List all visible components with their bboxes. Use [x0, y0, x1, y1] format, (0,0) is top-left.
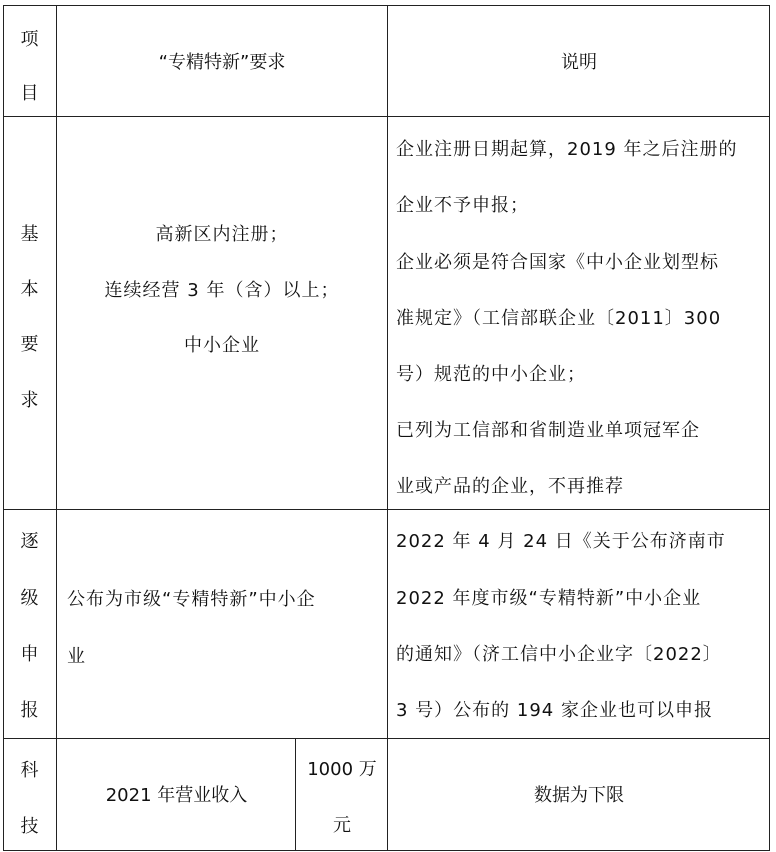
- header-col-item: [3, 5, 56, 116]
- explanation-line: 企业必须是符合国家《中小企业划型标: [396, 252, 719, 273]
- explanation-line: 企业不予申报；: [396, 195, 529, 216]
- row-label-char: 逐: [20, 531, 39, 552]
- requirement-line: 业: [67, 646, 85, 667]
- row-label-char: 本: [20, 279, 39, 300]
- explanation-lower-bound-label: 数据为下限: [534, 785, 624, 806]
- requirement-revenue-label: 2021 年营业收入: [105, 785, 248, 806]
- threshold-value: [296, 738, 388, 850]
- requirement-revenue: [57, 738, 296, 850]
- row-label-char: 基: [20, 224, 39, 245]
- explanation-line: 号）规范的中小企业；: [396, 364, 586, 385]
- requirement-line: 连续经营 3 年（含）以上；: [104, 280, 340, 301]
- row-label-char: 要: [20, 334, 39, 355]
- header-col-item-char: 目: [20, 83, 39, 104]
- col-divider: [387, 5, 388, 851]
- requirement-line: 中小企业: [184, 335, 260, 356]
- explanation-line: 已列为工信部和省制造业单项冠军企: [396, 420, 700, 441]
- header-col-item-char: 项: [20, 29, 39, 50]
- row-label-char: 科: [20, 760, 39, 781]
- explanation-line: 2022 年度市级“专精特新”中小企业: [396, 588, 702, 609]
- row-label-char: 求: [20, 390, 39, 411]
- header-col-explanation: [388, 5, 770, 116]
- requirement-line: 高新区内注册；: [155, 224, 289, 245]
- threshold-line: 元: [333, 815, 351, 836]
- threshold-line: 1000 万: [307, 759, 377, 780]
- header-col-requirement: [57, 5, 387, 116]
- explanation-line: 2022 年 4 月 24 日《关于公布济南市: [396, 531, 726, 552]
- col-divider: [56, 5, 57, 851]
- explanation-line: 业或产品的企业，不再推荐: [396, 476, 624, 497]
- row-label-tech: [3, 738, 56, 851]
- header-col-requirement-label: “专精特新”要求: [158, 51, 286, 73]
- table-border-right: [769, 5, 770, 851]
- requirement-line: 公布为市级“专精特新”中小企: [67, 589, 316, 610]
- explanation-line: 的通知》（济工信中小企业字〔2022〕: [396, 644, 722, 665]
- explanation-line: 准规定》（工信部联企业〔2011〕300: [396, 308, 722, 329]
- row-label-char: 技: [20, 816, 39, 837]
- row-label-char: 报: [20, 700, 39, 721]
- row-label-basic: [3, 116, 56, 509]
- row-label-char: 级: [20, 588, 39, 609]
- explanation-line: 3 号）公布的 194 家企业也可以申报: [396, 700, 713, 721]
- row-label-char: 申: [20, 644, 39, 665]
- header-col-explanation-label: 说明: [561, 51, 597, 73]
- explanation-line: 企业注册日期起算，2019 年之后注册的: [396, 139, 738, 160]
- row-label-escalation: [3, 509, 56, 738]
- explanation-lower-bound: [388, 738, 770, 850]
